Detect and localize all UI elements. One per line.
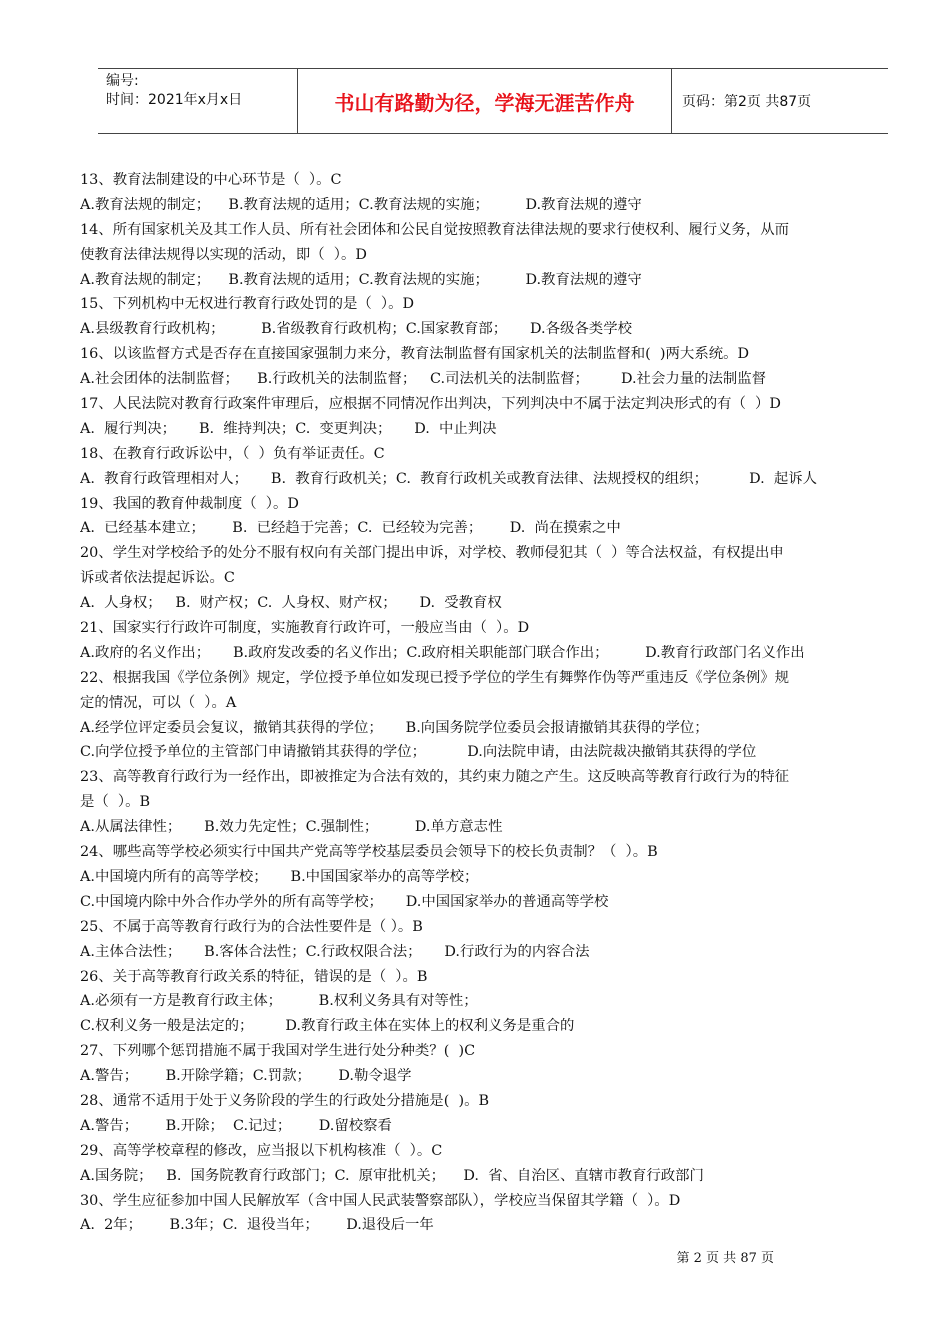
time-label: 时间：2021年x月x日 [106, 92, 243, 108]
header-meta [98, 69, 298, 133]
text-line: 27、下列哪个惩罚措施不属于我国对学生进行处分种类？( )C [80, 1043, 476, 1060]
text-line: 15、下列机构中无权进行教育行政处罚的是（ ）。D [80, 296, 415, 313]
header-motto: 书山有路勤为径，学海无涯苦作舟 [298, 69, 672, 133]
text-line: 28、通常不适用于处于义务阶段的学生的行政处分措施是( )。B [80, 1092, 490, 1109]
text-line: 25、不属于高等教育行政行为的合法性要件是（ ）。B [80, 918, 423, 935]
text-line: A.警告； B.开除学籍；C.罚款； D.勒令退学 [80, 1068, 412, 1085]
text-line: A.教育法规的制定； B.教育法规的适用；C.教育法规的实施； D.教育法规的遵守 [80, 271, 642, 288]
text-line: 24、哪些高等学校必须实行中国共产党高等学校基层委员会领导下的校长负责制？（ ）。B [80, 844, 658, 861]
text-line: 定的情况，可以（ ）。A [80, 694, 237, 711]
text-line: A.教育法规的制定； B.教育法规的适用；C.教育法规的实施； D.教育法规的遵守 [80, 196, 642, 213]
text-line: A.警告； B.开除； C.记过； D.留校察看 [80, 1117, 392, 1134]
page-footer: 第 2 页 共 87 页 [676, 1251, 774, 1266]
text-line: 20、学生对学校给予的处分不服有权向有关部门提出申诉，对学校、教师侵犯其（ ）等合法权益，有权提出申 [80, 545, 784, 562]
text-line: 诉或者依法提起诉讼。C [80, 570, 235, 587]
text-line: A.中国境内所有的高等学校； B.中国国家举办的高等学校； [80, 868, 479, 885]
text-line: A. 人身权； B. 财产权；C. 人身权、财产权； D. 受教育权 [80, 595, 502, 612]
text-line: 19、我国的教育仲裁制度（ ）。D [80, 495, 299, 512]
document-body [80, 168, 906, 1238]
text-line: A.主体合法性； B.客体合法性；C.行政权限合法； D.行政行为的内容合法 [80, 943, 590, 960]
text-line: A.社会团体的法制监督； B.行政机关的法制监督； C.司法机关的法制监督； D.社会力量的法制监督 [80, 371, 767, 388]
text-line: A.国务院； B. 国务院教育行政部门；C. 原审批机关； D. 省、自治区、直辖市教育行政部门 [80, 1167, 704, 1184]
text-line: A.政府的名义作出； B.政府发改委的名义作出；C.政府相关职能部门联合作出； D.教育行政部门名义作出 [80, 644, 805, 661]
text-line: 30、学生应征参加中国人民解放军（含中国人民武装警察部队），学校应当保留其学籍（ ）。D [80, 1192, 681, 1209]
text-line: C.向学位授予单位的主管部门申请撤销其获得的学位； D.向法院申请，由法院裁决撤销其获得的学位 [80, 744, 757, 761]
text-line: A.经学位评定委员会复议，撤销其获得的学位； B.向国务院学位委员会报请撤销其获得的学位； [80, 719, 709, 736]
header-page-info: 页码：第2页 共87页 [682, 94, 812, 110]
text-line: C.中国境内除中外合作办学外的所有高等学校； D.中国国家举办的普通高等学校 [80, 893, 609, 910]
text-line: C.权利义务一般是法定的； D.教育行政主体在实体上的权利义务是重合的 [80, 1018, 575, 1035]
text-line: 23、高等教育行政行为一经作出，即被推定为合法有效的，其约束力随之产生。这反映高等教育行政行为的特征 [80, 769, 790, 786]
text-line: 26、关于高等教育行政关系的特征，错误的是（ ）。B [80, 968, 428, 985]
text-line: 是（ ）。B [80, 794, 151, 811]
text-line: 17、人民法院对教育行政案件审理后，应根据不同情况作出判决，下列判决中不属于法定判决形式的有（ ）D [80, 396, 781, 413]
text-line: 29、高等学校章程的修改，应当报以下机构核准（ ）。C [80, 1142, 443, 1159]
text-line: 使教育法律法规得以实现的活动，即（ ）。D [80, 246, 367, 263]
text-line: 14、所有国家机关及其工作人员、所有社会团体和公民自觉按照教育法律法规的要求行使权利、履行义务，从而 [80, 221, 790, 238]
text-line: 22、根据我国《学位条例》规定，学位授予单位如发现已授予学位的学生有舞弊作伪等严重违反《学位条例》规 [80, 669, 790, 686]
text-line: 16、以该监督方式是否存在直接国家强制力来分，教育法制监督有国家机关的法制监督和( )两大系统。D [80, 346, 750, 363]
text-line: A.县级教育行政机构； B.省级教育行政机构；C.国家教育部； D.各级各类学校 [80, 321, 632, 338]
text-line: A. 已经基本建立； B. 已经趋于完善；C. 已经较为完善； D. 尚在摸索之中 [80, 520, 621, 537]
number-label: 编号: [106, 73, 139, 89]
text-line: 21、国家实行行政许可制度，实施教育行政许可，一般应当由（ ）。D [80, 620, 530, 637]
text-line: 13、教育法制建设的中心环节是（ ）。C [80, 172, 342, 188]
text-line: A. 2年； B.3年；C. 退役当年； D.退役后一年 [80, 1217, 434, 1234]
text-line: A.从属法律性； B.效力先定性；C.强制性； D.单方意志性 [80, 819, 503, 836]
text-line: A. 履行判决； B. 维持判决；C. 变更判决； D. 中止判决 [80, 420, 497, 437]
text-line: A. 教育行政管理相对人； B. 教育行政机关；C. 教育行政机关或教育法律、法规授权的组织； D. 起诉人 [80, 470, 818, 487]
text-line: A.必须有一方是教育行政主体； B.权利义务具有对等性； [80, 993, 478, 1010]
text-line: 18、在教育行政诉讼中，（ ）负有举证责任。C [80, 445, 385, 462]
page-header [98, 68, 888, 134]
